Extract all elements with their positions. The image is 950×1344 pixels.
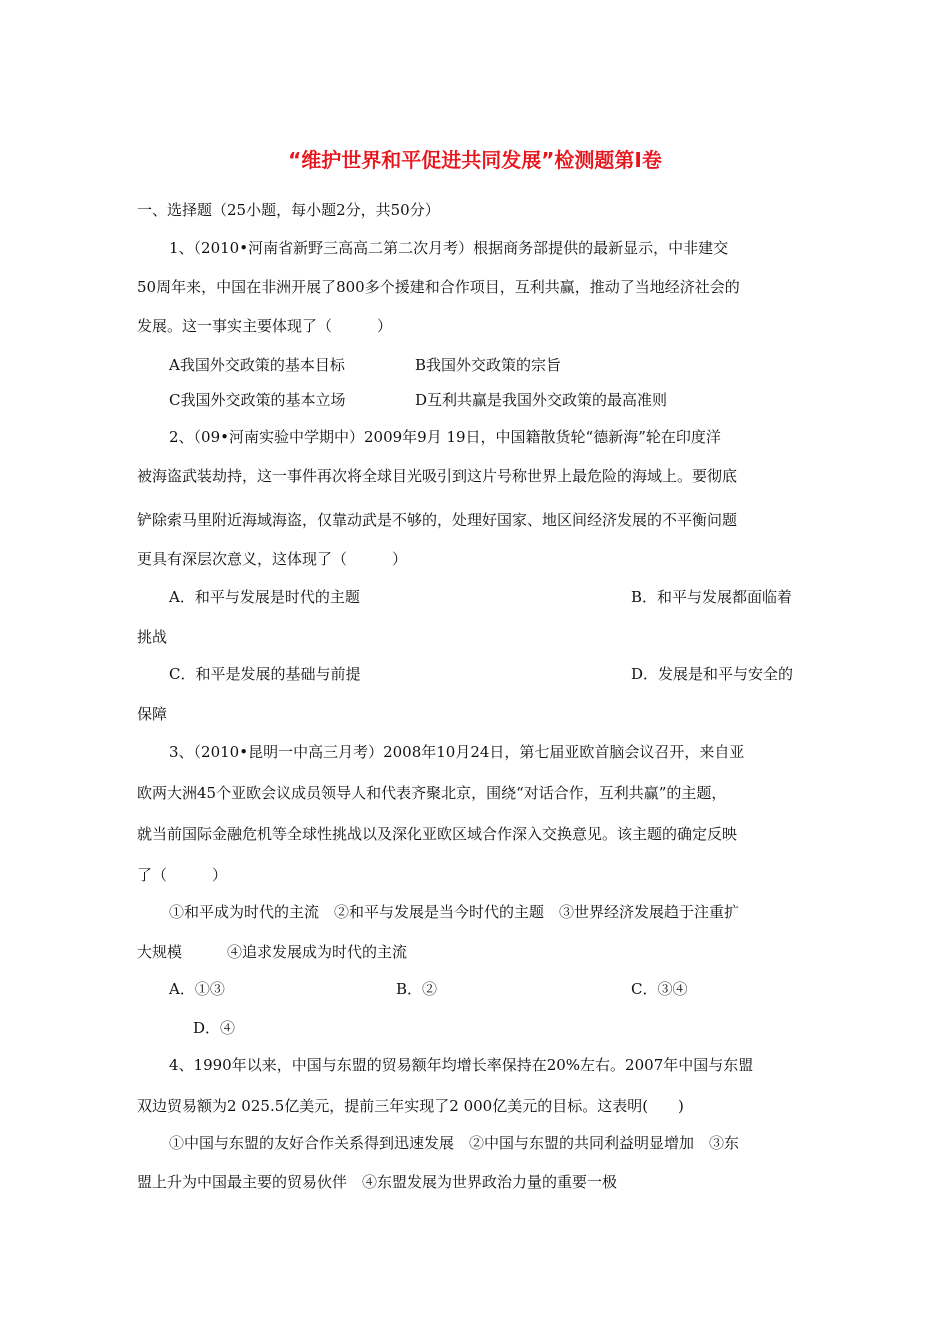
q3-stem-line3: 就当前国际金融危机等全球性挑战以及深化亚欧区域合作深入交换意见。该主题的确定反映 [137, 825, 738, 843]
q2-stem-line1: 2、（09•河南实验中学期中）2009年9月 19日，中国籍散货轮“德新海”轮在印度洋 [169, 428, 721, 446]
q2-option-a: A．和平与发展是时代的主题 [169, 588, 360, 606]
q1-option-a: A我国外交政策的基本目标 [169, 356, 345, 374]
q1-option-b: B我国外交政策的宗旨 [415, 356, 562, 374]
q2-option-d-continued: 保障 [137, 705, 168, 723]
q3-option-b: B．② [396, 980, 438, 998]
q2-option-b-continued: 挑战 [137, 628, 168, 646]
q3-stem-line4: 了（ ） [137, 866, 228, 884]
q3-stem-line1: 3、（2010•昆明一中高三月考）2008年10月24日，第七届亚欧首脑会议召开，来自亚 [169, 743, 745, 761]
q2-option-b: B．和平与发展都面临着 [631, 588, 793, 606]
q1-stem-line1: 1、（2010•河南省新野三高高二第二次月考）根据商务部提供的最新显示，中非建交 [169, 239, 729, 257]
q1-option-d: D互利共赢是我国外交政策的最高准则 [415, 391, 668, 409]
q3-option-d: D．④ [193, 1019, 236, 1037]
q3-option-c: C．③④ [631, 980, 688, 998]
section-heading: 一、选择题（25小题，每小题2分，共50分） [137, 201, 440, 219]
q3-option-a: A．①③ [169, 980, 225, 998]
q2-option-d: D．发展是和平与安全的 [631, 665, 794, 683]
q1-stem-line2: 50周年来，中国在非洲开展了800多个援建和合作项目，互利共赢，推动了当地经济社会的 [137, 278, 740, 296]
q4-statements-line1: ①中国与东盟的友好合作关系得到迅速发展 ②中国与东盟的共同利益明显增加 ③东 [169, 1134, 740, 1152]
q1-option-c: C我国外交政策的基本立场 [169, 391, 346, 409]
q2-stem-line2: 被海盗武装劫持，这一事件再次将全球目光吸引到这片号称世界上最危险的海域上。要彻底 [137, 467, 738, 485]
q3-stem-line2: 欧两大洲45个亚欧会议成员领导人和代表齐聚北京，围绕“对话合作，互利共赢”的主题， [137, 784, 727, 802]
q4-stem-line2: 双边贸易额为2 025.5亿美元，提前三年实现了2 000亿美元的目标。这表明( ) [137, 1097, 684, 1115]
q4-statements-line2: 盟上升为中国最主要的贸易伙伴 ④东盟发展为世界政治力量的重要一极 [137, 1173, 618, 1191]
q3-statements-line1: ①和平成为时代的主流 ②和平与发展是当今时代的主题 ③世界经济发展趋于注重扩 [169, 903, 740, 921]
document-title: “维护世界和平促进共同发展”检测题第Ⅰ卷 [288, 148, 662, 172]
q2-option-c: C．和平是发展的基础与前提 [169, 665, 361, 683]
q3-statements-line2: 大规模 ④追求发展成为时代的主流 [137, 943, 408, 961]
q4-stem-line1: 4、1990年以来，中国与东盟的贸易额年均增长率保持在20%左右。2007年中国与东盟 [169, 1056, 754, 1074]
q1-stem-line3: 发展。这一事实主要体现了（ ） [137, 317, 393, 335]
q2-stem-line4: 更具有深层次意义，这体现了（ ） [137, 550, 408, 568]
q2-stem-line3: 铲除索马里附近海域海盗，仅靠动武是不够的，处理好国家、地区间经济发展的不平衡问题 [137, 511, 738, 529]
